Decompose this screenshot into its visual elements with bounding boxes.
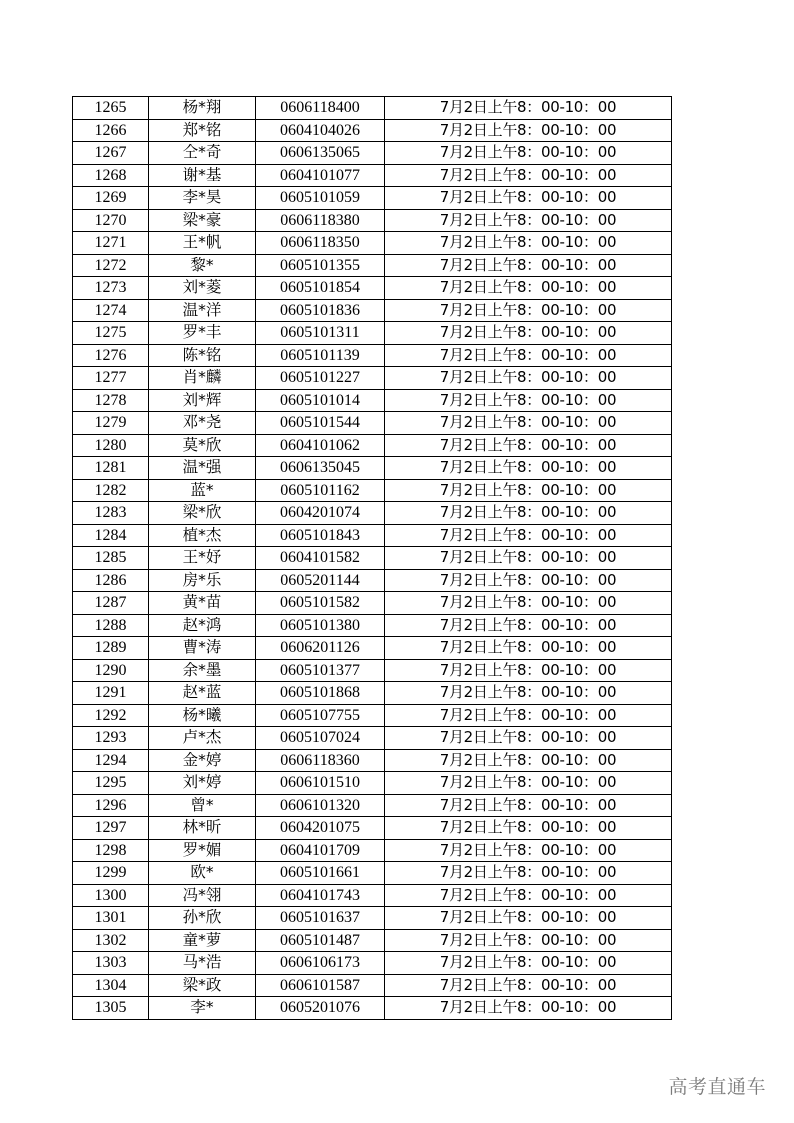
- exam-time-cell: 7月2日上午8：00-10：00: [385, 862, 672, 885]
- table-row: [73, 434, 672, 457]
- exam-id-cell: 0604101062: [256, 434, 385, 457]
- exam-id-cell: 0605101582: [256, 592, 385, 615]
- student-name-cell: 刘*菱: [149, 277, 256, 300]
- exam-time-cell: 7月2日上午8：00-10：00: [385, 614, 672, 637]
- exam-id-cell: 0605101059: [256, 187, 385, 210]
- exam-time-cell: 7月2日上午8：00-10：00: [385, 929, 672, 952]
- student-name-cell: 赵*蓝: [149, 682, 256, 705]
- student-name-cell: 仝*奇: [149, 142, 256, 165]
- student-name-cell: 孙*欣: [149, 907, 256, 930]
- row-number-cell: 1301: [73, 907, 149, 930]
- table-row: [73, 187, 672, 210]
- exam-id-cell: 0606118380: [256, 209, 385, 232]
- exam-id-cell: 0605101139: [256, 344, 385, 367]
- exam-id-cell: 0605101544: [256, 412, 385, 435]
- exam-time-cell: 7月2日上午8：00-10：00: [385, 119, 672, 142]
- row-number-cell: 1284: [73, 524, 149, 547]
- exam-schedule-body: [73, 97, 672, 1020]
- exam-time-cell: 7月2日上午8：00-10：00: [385, 479, 672, 502]
- table-row: [73, 839, 672, 862]
- row-number-cell: 1283: [73, 502, 149, 525]
- exam-id-cell: 0604101077: [256, 164, 385, 187]
- table-row: [73, 659, 672, 682]
- table-row: [73, 164, 672, 187]
- exam-time-cell: 7月2日上午8：00-10：00: [385, 254, 672, 277]
- exam-id-cell: 0606106173: [256, 952, 385, 975]
- table-row: [73, 974, 672, 997]
- exam-id-cell: 0605101227: [256, 367, 385, 390]
- row-number-cell: 1305: [73, 997, 149, 1020]
- exam-time-cell: 7月2日上午8：00-10：00: [385, 209, 672, 232]
- student-name-cell: 赵*鸿: [149, 614, 256, 637]
- row-number-cell: 1290: [73, 659, 149, 682]
- table-row: [73, 884, 672, 907]
- exam-time-cell: 7月2日上午8：00-10：00: [385, 322, 672, 345]
- table-row: [73, 592, 672, 615]
- table-row: [73, 299, 672, 322]
- row-number-cell: 1303: [73, 952, 149, 975]
- table-row: [73, 142, 672, 165]
- exam-id-cell: 0605101487: [256, 929, 385, 952]
- exam-id-cell: 0605201076: [256, 997, 385, 1020]
- table-row: [73, 772, 672, 795]
- table-row: [73, 727, 672, 750]
- row-number-cell: 1299: [73, 862, 149, 885]
- table-row: [73, 794, 672, 817]
- exam-time-cell: 7月2日上午8：00-10：00: [385, 704, 672, 727]
- exam-id-cell: 0605101854: [256, 277, 385, 300]
- exam-id-cell: 0606101510: [256, 772, 385, 795]
- exam-id-cell: 0605101162: [256, 479, 385, 502]
- student-name-cell: 温*洋: [149, 299, 256, 322]
- student-name-cell: 蓝*: [149, 479, 256, 502]
- exam-time-cell: 7月2日上午8：00-10：00: [385, 839, 672, 862]
- student-name-cell: 陈*铭: [149, 344, 256, 367]
- exam-time-cell: 7月2日上午8：00-10：00: [385, 187, 672, 210]
- exam-time-cell: 7月2日上午8：00-10：00: [385, 412, 672, 435]
- row-number-cell: 1286: [73, 569, 149, 592]
- row-number-cell: 1295: [73, 772, 149, 795]
- exam-id-cell: 0605201144: [256, 569, 385, 592]
- exam-time-cell: 7月2日上午8：00-10：00: [385, 97, 672, 120]
- exam-id-cell: 0606201126: [256, 637, 385, 660]
- row-number-cell: 1270: [73, 209, 149, 232]
- exam-id-cell: 0605107755: [256, 704, 385, 727]
- student-name-cell: 杨*翔: [149, 97, 256, 120]
- student-name-cell: 房*乐: [149, 569, 256, 592]
- student-name-cell: 卢*杰: [149, 727, 256, 750]
- exam-time-cell: 7月2日上午8：00-10：00: [385, 817, 672, 840]
- exam-time-cell: 7月2日上午8：00-10：00: [385, 547, 672, 570]
- row-number-cell: 1285: [73, 547, 149, 570]
- student-name-cell: 黎*: [149, 254, 256, 277]
- exam-time-cell: 7月2日上午8：00-10：00: [385, 232, 672, 255]
- student-name-cell: 肖*麟: [149, 367, 256, 390]
- exam-time-cell: 7月2日上午8：00-10：00: [385, 974, 672, 997]
- student-name-cell: 邓*尧: [149, 412, 256, 435]
- row-number-cell: 1266: [73, 119, 149, 142]
- exam-time-cell: 7月2日上午8：00-10：00: [385, 952, 672, 975]
- table-row: [73, 412, 672, 435]
- table-row: [73, 389, 672, 412]
- exam-time-cell: 7月2日上午8：00-10：00: [385, 299, 672, 322]
- student-name-cell: 植*杰: [149, 524, 256, 547]
- student-name-cell: 余*墨: [149, 659, 256, 682]
- row-number-cell: 1279: [73, 412, 149, 435]
- student-name-cell: 梁*欣: [149, 502, 256, 525]
- table-row: [73, 862, 672, 885]
- student-name-cell: 郑*铭: [149, 119, 256, 142]
- table-row: [73, 277, 672, 300]
- exam-id-cell: 0606101587: [256, 974, 385, 997]
- row-number-cell: 1297: [73, 817, 149, 840]
- exam-time-cell: 7月2日上午8：00-10：00: [385, 749, 672, 772]
- table-row: [73, 322, 672, 345]
- student-name-cell: 杨*曦: [149, 704, 256, 727]
- student-name-cell: 黄*苗: [149, 592, 256, 615]
- exam-id-cell: 0604101743: [256, 884, 385, 907]
- table-row: [73, 119, 672, 142]
- exam-time-cell: 7月2日上午8：00-10：00: [385, 344, 672, 367]
- student-name-cell: 刘*辉: [149, 389, 256, 412]
- row-number-cell: 1274: [73, 299, 149, 322]
- table-row: [73, 209, 672, 232]
- row-number-cell: 1304: [73, 974, 149, 997]
- student-name-cell: 罗*丰: [149, 322, 256, 345]
- exam-id-cell: 0605107024: [256, 727, 385, 750]
- exam-id-cell: 0605101377: [256, 659, 385, 682]
- row-number-cell: 1300: [73, 884, 149, 907]
- table-row: [73, 952, 672, 975]
- exam-id-cell: 0606135045: [256, 457, 385, 480]
- exam-time-cell: 7月2日上午8：00-10：00: [385, 277, 672, 300]
- table-row: [73, 97, 672, 120]
- exam-time-cell: 7月2日上午8：00-10：00: [385, 997, 672, 1020]
- table-row: [73, 929, 672, 952]
- exam-id-cell: 0606101320: [256, 794, 385, 817]
- exam-id-cell: 0605101836: [256, 299, 385, 322]
- exam-id-cell: 0605101868: [256, 682, 385, 705]
- exam-id-cell: 0606118350: [256, 232, 385, 255]
- watermark-text: 高考直通车: [668, 1076, 766, 1098]
- exam-id-cell: 0605101843: [256, 524, 385, 547]
- table-row: [73, 614, 672, 637]
- student-name-cell: 李*: [149, 997, 256, 1020]
- exam-time-cell: 7月2日上午8：00-10：00: [385, 659, 672, 682]
- table-row: [73, 817, 672, 840]
- student-name-cell: 李*昊: [149, 187, 256, 210]
- student-name-cell: 林*昕: [149, 817, 256, 840]
- row-number-cell: 1282: [73, 479, 149, 502]
- exam-time-cell: 7月2日上午8：00-10：00: [385, 434, 672, 457]
- row-number-cell: 1291: [73, 682, 149, 705]
- table-row: [73, 749, 672, 772]
- exam-time-cell: 7月2日上午8：00-10：00: [385, 592, 672, 615]
- row-number-cell: 1267: [73, 142, 149, 165]
- row-number-cell: 1275: [73, 322, 149, 345]
- table-row: [73, 344, 672, 367]
- table-row: [73, 997, 672, 1020]
- exam-time-cell: 7月2日上午8：00-10：00: [385, 884, 672, 907]
- table-row: [73, 637, 672, 660]
- row-number-cell: 1272: [73, 254, 149, 277]
- student-name-cell: 王*妤: [149, 547, 256, 570]
- table-row: [73, 569, 672, 592]
- exam-time-cell: 7月2日上午8：00-10：00: [385, 457, 672, 480]
- student-name-cell: 金*婷: [149, 749, 256, 772]
- exam-time-cell: 7月2日上午8：00-10：00: [385, 727, 672, 750]
- exam-id-cell: 0605101637: [256, 907, 385, 930]
- exam-id-cell: 0604101582: [256, 547, 385, 570]
- exam-id-cell: 0605101014: [256, 389, 385, 412]
- exam-time-cell: 7月2日上午8：00-10：00: [385, 142, 672, 165]
- exam-id-cell: 0605101355: [256, 254, 385, 277]
- row-number-cell: 1296: [73, 794, 149, 817]
- exam-id-cell: 0604101709: [256, 839, 385, 862]
- row-number-cell: 1277: [73, 367, 149, 390]
- row-number-cell: 1269: [73, 187, 149, 210]
- exam-time-cell: 7月2日上午8：00-10：00: [385, 524, 672, 547]
- exam-time-cell: 7月2日上午8：00-10：00: [385, 772, 672, 795]
- exam-id-cell: 0605101661: [256, 862, 385, 885]
- student-name-cell: 王*帆: [149, 232, 256, 255]
- exam-time-cell: 7月2日上午8：00-10：00: [385, 367, 672, 390]
- table-row: [73, 682, 672, 705]
- table-row: [73, 457, 672, 480]
- exam-id-cell: 0604201075: [256, 817, 385, 840]
- exam-time-cell: 7月2日上午8：00-10：00: [385, 389, 672, 412]
- exam-time-cell: 7月2日上午8：00-10：00: [385, 907, 672, 930]
- student-name-cell: 刘*婷: [149, 772, 256, 795]
- student-name-cell: 马*浩: [149, 952, 256, 975]
- row-number-cell: 1271: [73, 232, 149, 255]
- table-row: [73, 907, 672, 930]
- student-name-cell: 梁*豪: [149, 209, 256, 232]
- table-row: [73, 502, 672, 525]
- table-row: [73, 367, 672, 390]
- row-number-cell: 1288: [73, 614, 149, 637]
- row-number-cell: 1287: [73, 592, 149, 615]
- table-row: [73, 479, 672, 502]
- row-number-cell: 1281: [73, 457, 149, 480]
- exam-id-cell: 0604201074: [256, 502, 385, 525]
- row-number-cell: 1289: [73, 637, 149, 660]
- exam-time-cell: 7月2日上午8：00-10：00: [385, 794, 672, 817]
- student-name-cell: 冯*翎: [149, 884, 256, 907]
- exam-id-cell: 0606118360: [256, 749, 385, 772]
- student-name-cell: 童*萝: [149, 929, 256, 952]
- student-name-cell: 曾*: [149, 794, 256, 817]
- exam-time-cell: 7月2日上午8：00-10：00: [385, 569, 672, 592]
- row-number-cell: 1298: [73, 839, 149, 862]
- exam-time-cell: 7月2日上午8：00-10：00: [385, 164, 672, 187]
- row-number-cell: 1302: [73, 929, 149, 952]
- table-row: [73, 232, 672, 255]
- exam-id-cell: 0604104026: [256, 119, 385, 142]
- student-name-cell: 罗*媚: [149, 839, 256, 862]
- row-number-cell: 1278: [73, 389, 149, 412]
- exam-id-cell: 0606118400: [256, 97, 385, 120]
- exam-time-cell: 7月2日上午8：00-10：00: [385, 637, 672, 660]
- table-row: [73, 547, 672, 570]
- row-number-cell: 1265: [73, 97, 149, 120]
- table-row: [73, 254, 672, 277]
- table-row: [73, 704, 672, 727]
- row-number-cell: 1268: [73, 164, 149, 187]
- student-name-cell: 谢*基: [149, 164, 256, 187]
- exam-time-cell: 7月2日上午8：00-10：00: [385, 502, 672, 525]
- row-number-cell: 1292: [73, 704, 149, 727]
- row-number-cell: 1294: [73, 749, 149, 772]
- student-name-cell: 莫*欣: [149, 434, 256, 457]
- student-name-cell: 曹*涛: [149, 637, 256, 660]
- student-name-cell: 梁*政: [149, 974, 256, 997]
- row-number-cell: 1293: [73, 727, 149, 750]
- exam-schedule-table: [72, 96, 672, 1020]
- row-number-cell: 1276: [73, 344, 149, 367]
- student-name-cell: 欧*: [149, 862, 256, 885]
- row-number-cell: 1280: [73, 434, 149, 457]
- exam-id-cell: 0606135065: [256, 142, 385, 165]
- exam-id-cell: 0605101380: [256, 614, 385, 637]
- student-name-cell: 温*强: [149, 457, 256, 480]
- exam-time-cell: 7月2日上午8：00-10：00: [385, 682, 672, 705]
- exam-id-cell: 0605101311: [256, 322, 385, 345]
- table-row: [73, 524, 672, 547]
- row-number-cell: 1273: [73, 277, 149, 300]
